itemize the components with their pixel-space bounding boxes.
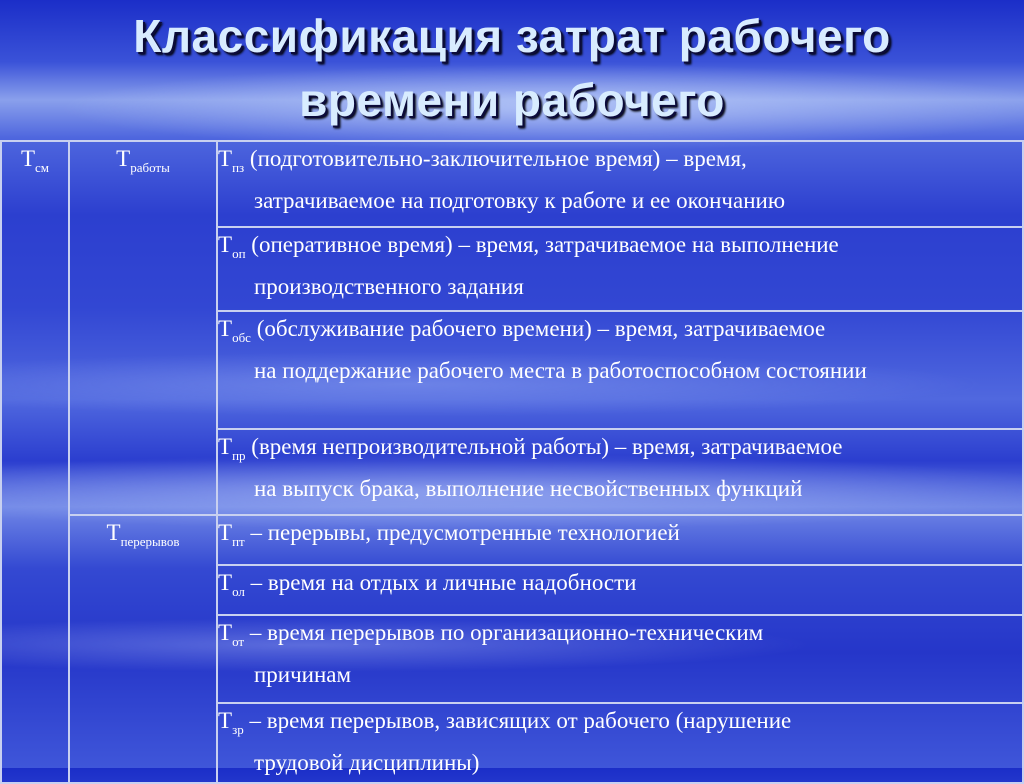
table-cell: $Т_{зр}$ – время перерывов, зависящих от рабочего (нарушение трудовой дисциплины) — [217, 703, 1023, 783]
table-cell: $Т_{оп}$ (оперативное время) – время, затрачиваемое на выполнение производственного задания — [217, 227, 1023, 311]
total-shift-cell: $Т_{см}$ — [1, 141, 69, 783]
table-cell: $Т_{пр}$ (время непроизводительной работы) – время, затрачиваемое на выпуск брака, выполнение несвойственных функций — [217, 429, 1023, 515]
table-row — [1, 515, 1023, 565]
table-row — [1, 141, 1023, 227]
title-line-1: Классификация затрат рабочего — [133, 10, 891, 62]
table-cell: $Т_{пт}$ – перерывы, предусмотренные технологией — [217, 515, 1023, 565]
table-cell: $Т_{от}$ – время перерывов по организационно-техническим причинам — [217, 615, 1023, 703]
breaks-group-cell: $Т_{перерывов}$ — [69, 515, 217, 783]
page-title — [0, 4, 1024, 132]
title-line-2: времени рабочего — [299, 74, 725, 126]
work-time-group-cell: $Т_{работы}$ — [69, 141, 217, 515]
table-cell: $Т_{пз}$ (подготовительно-заключительное время) – время, затрачиваемое на подготовку к работе и ее окончанию — [217, 141, 1023, 227]
table-cell: $Т_{ол}$ – время на отдых и личные надобности — [217, 565, 1023, 615]
table-cell: $Т_{обс}$ (обслуживание рабочего времени) – время, затрачиваемое на поддержание рабочего места в работоспособном состоянии — [217, 311, 1023, 429]
classification-table — [0, 140, 1024, 784]
